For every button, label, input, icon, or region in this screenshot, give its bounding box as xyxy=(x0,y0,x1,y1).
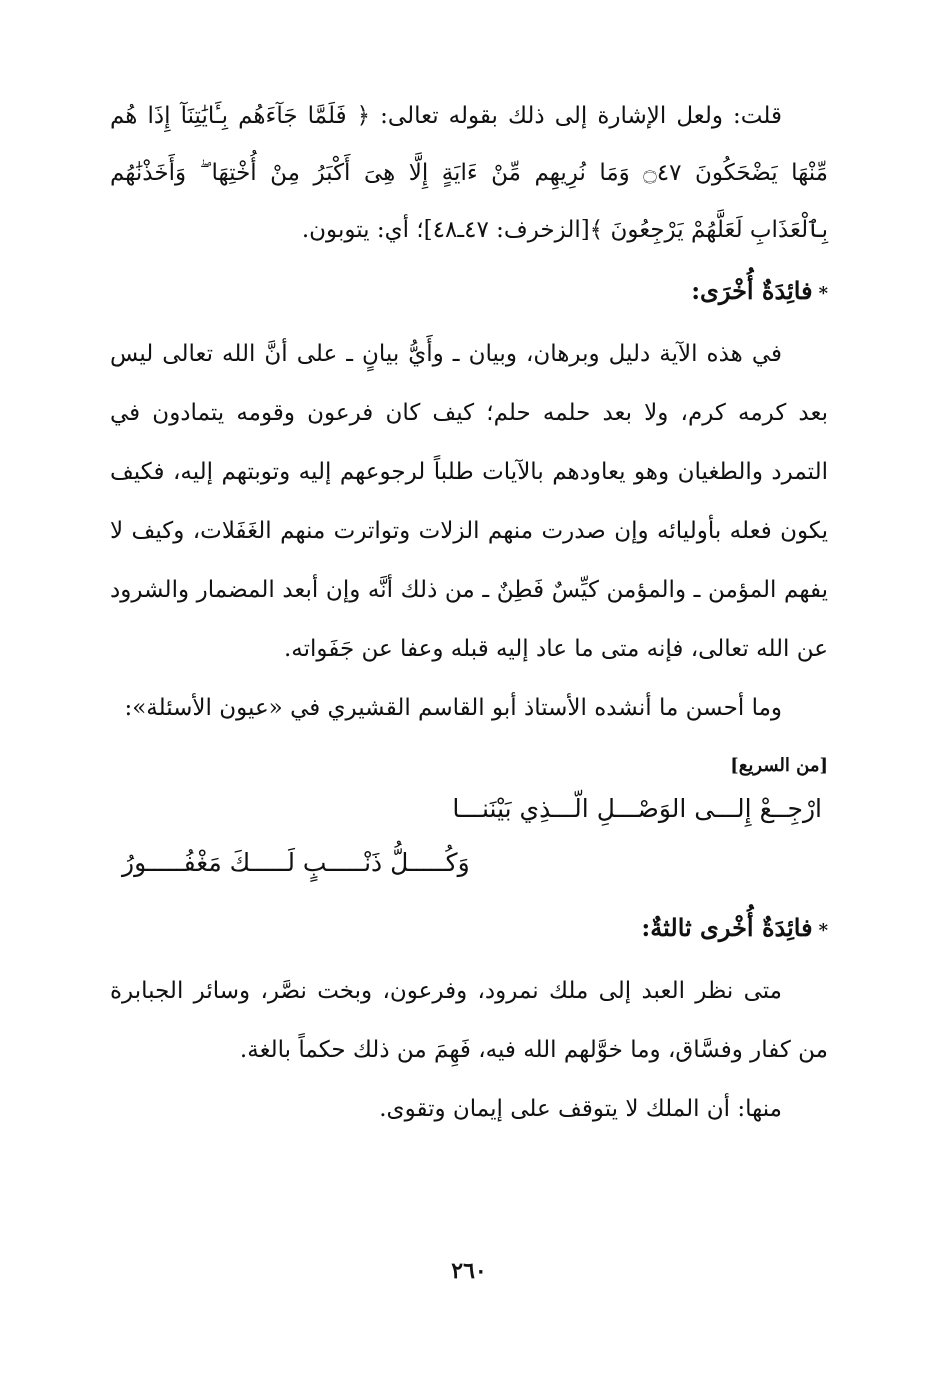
heading-text: فائِدَةٌ أُخْرى ثالثةٌ: xyxy=(641,913,813,942)
paragraph-tyrants-kingdom: متى نظر العبد إلى ملك نمرود، وفرعون، وبخت نصَّر، وسائر الجبابرة من كفار وفسَّاق، وما خوَّلهم الله فيه، فَهِمَ من ذلك حكماً بالغة. xyxy=(110,978,828,1063)
section-heading-another-benefit xyxy=(110,259,828,325)
paragraph-divine-generosity: في هذه الآية دليل وبرهان، وبيان ـ وأَيُّ بيانٍ ـ على أنَّ الله تعالى ليس بعد كرمه كرم، ولا بعد حلمه حلم؛ كيف كان فرعون وقومه يتمادون في التمرد والطغيان وهو يعاودهم بالآيات طلباً لرجوعهم إليه وتوبتهم إليه، فكيف يكون فعله بأوليائه وإن صدرت منهم الزلات وتواترت منهم الغَفَلات، وكيف لا يفهم المؤمن ـ والمؤمن كيِّسٌ فَطِنٌ ـ من ذلك أنَّه وإن أبعد المضمار والشرود عن الله تعالى، فإنه متى ما عاد إليه قبله وعفا عن جَفَواته. xyxy=(110,341,828,662)
page-number: ٢٦٠ xyxy=(451,1258,487,1284)
poem-verse-first-hemistich xyxy=(110,788,828,842)
heading-star-marker: * xyxy=(818,283,828,304)
paragraph-quran-citation: قلت: ولعل الإشارة إلى ذلك بقوله تعالى: ﴿ فَلَمَّا جَآءَهُم بِـَٔايَٰتِنَآ إِذَا هُم مِّنْهَا يَضْحَكُونَ ۝٤٧ وَمَا نُرِيهِم مِّنْ ءَايَةٍ إِلَّا هِىَ أَكْبَرُ مِنْ أُخْتِهَا ۖ وَأَخَذْنَٰهُم بِٱلْعَذَابِ لَعَلَّهُمْ يَرْجِعُونَ ﴾[الزخرف: ٤٧ـ٤٨]؛ أي: يتوبون. xyxy=(110,103,828,243)
page-body xyxy=(110,88,828,1139)
poem-verse-second-hemistich xyxy=(110,842,828,896)
verse-text: وَكُـــــلُّ ذَنْـــــبٍ لَـــــكَ مَغْفُـــــورُ xyxy=(122,848,470,877)
verse-text: ارْجِــعْ إِلـــى الوَصْـــلِ الّـــذِي بَيْنَنـــا xyxy=(452,794,822,823)
paragraph-kingship-note: منها: أن الملك لا يتوقف على إيمان وتقوى. xyxy=(379,1096,782,1122)
poem-meter-label: [من السريع] xyxy=(730,755,828,776)
section-heading-third-benefit xyxy=(110,896,828,962)
heading-text: فائِدَةٌ أُخْرَى: xyxy=(691,276,813,305)
heading-star-marker: * xyxy=(818,920,828,941)
paragraph-poem-intro: وما أحسن ما أنشده الأستاذ أبو القاسم القشيري في «عيون الأسئلة»: xyxy=(124,695,782,721)
